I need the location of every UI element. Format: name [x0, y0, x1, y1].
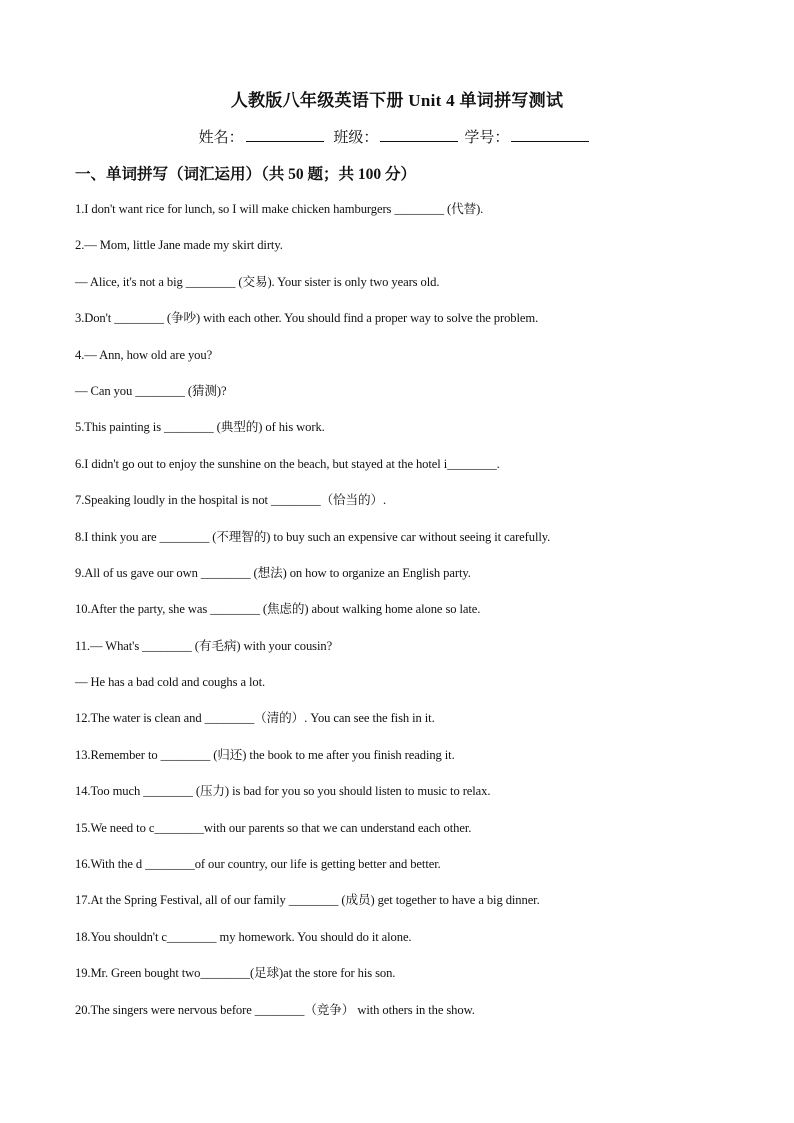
question-line: 11.— What's ________ (有毛病) with your cousin? — [75, 638, 333, 653]
number-blank[interactable] — [511, 126, 589, 142]
page-title: 人教版八年级英语下册 Unit 4 单词拼写测试 — [230, 91, 564, 110]
question-line: 17.At the Spring Festival, all of our family ________ (成员) get together to have a big dinner. — [75, 893, 540, 908]
name-label: 姓名： — [198, 130, 244, 146]
question-line: 4.— Ann, how old are you? — [75, 347, 213, 362]
question-line: — He has a bad cold and coughs a lot. — [75, 675, 266, 690]
question-line: 9.All of us gave our own ________ (想法) on how to organize an English party. — [75, 565, 471, 580]
name-blank[interactable] — [246, 126, 324, 142]
question-line: — Alice, it's not a big ________ (交易). Your sister is only two years old. — [75, 274, 440, 289]
question-line: 1.I don't want rice for lunch, so I will make chicken hamburgers ________ (代替). — [75, 202, 484, 216]
question-line: 5.This painting is ________ (典型的) of his work. — [75, 420, 325, 435]
question-line: 18.You shouldn't c________ my homework. You should do it alone. — [75, 929, 412, 944]
section-heading: 一、单词拼写（词汇运用）（共 50 题；共 100 分） — [75, 166, 417, 183]
question-line: 16.With the d ________of our country, our life is getting better and better. — [75, 857, 441, 872]
class-label: 班级： — [333, 130, 379, 146]
question-line: 8.I think you are ________ (不理智的) to buy such an expensive car without seeing it carefully. — [75, 529, 551, 544]
question-line: 14.Too much ________ (压力) is bad for you so you should listen to music to relax. — [75, 784, 491, 799]
question-line: — Can you ________ (猜测)? — [75, 383, 227, 398]
question-line: 2.— Mom, little Jane made my skirt dirty. — [75, 238, 283, 253]
question-line: 12.The water is clean and ________（清的）. You can see the fish in it. — [75, 711, 435, 726]
question-line: 10.After the party, she was ________ (焦虑的) about walking home alone so late. — [75, 602, 481, 617]
class-blank[interactable] — [380, 126, 458, 142]
question-line: 6.I didn't go out to enjoy the sunshine on the beach, but stayed at the hotel i________. — [75, 456, 500, 471]
question-line: 19.Mr. Green bought two________(足球)at the store for his son. — [75, 966, 396, 981]
question-line: 13.Remember to ________ (归还) the book to me after you finish reading it. — [75, 747, 455, 762]
question-line: 7.Speaking loudly in the hospital is not ________（恰当的）. — [75, 493, 387, 508]
question-line: 3.Don't ________ (争吵) with each other. You should find a proper way to solve the problem. — [75, 311, 539, 326]
student-info-line — [0, 126, 794, 147]
number-label: 学号： — [464, 130, 510, 146]
question-list — [75, 199, 735, 1036]
question-line: 20.The singers were nervous before ________（竞争） with others in the show. — [75, 1002, 475, 1017]
question-line: 15.We need to c________with our parents so that we can understand each other. — [75, 820, 472, 835]
